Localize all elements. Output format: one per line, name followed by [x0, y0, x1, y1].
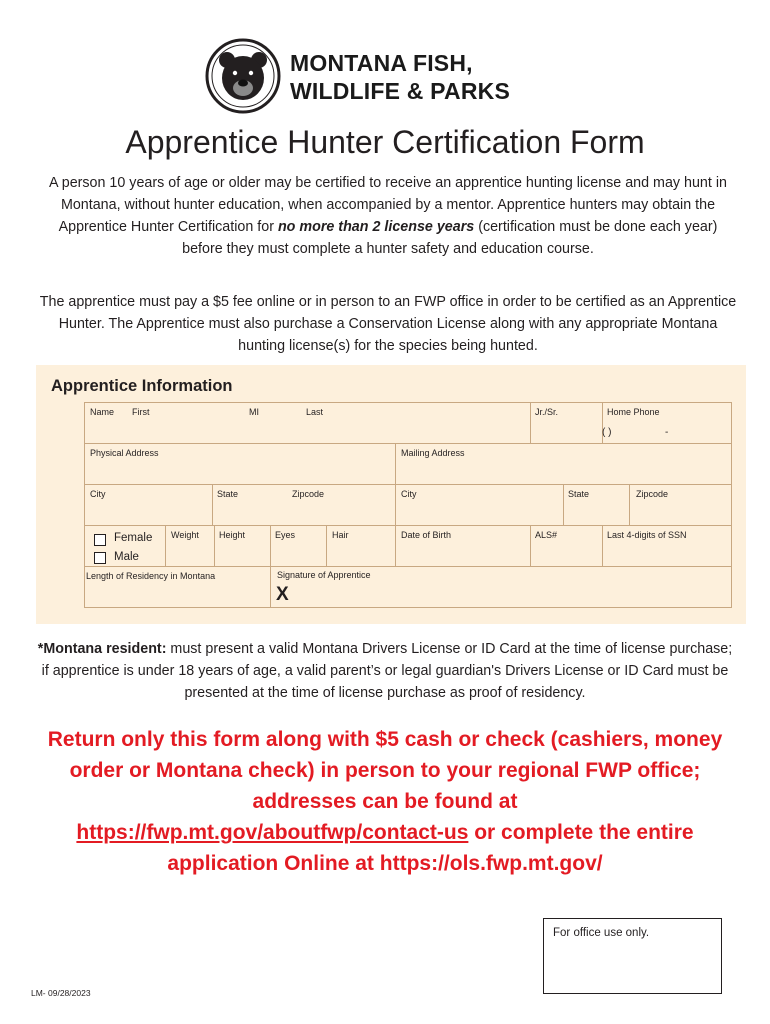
physical-state-label: State	[217, 489, 239, 499]
ssn-last4-label: Last 4-digits of SSN	[607, 530, 687, 540]
office-use-label: For office use only.	[553, 927, 650, 939]
male-label: Male	[114, 551, 139, 563]
intro-paragraph-2: The apprentice must pay a $5 fee online or in person to an FWP office in order to be certified as an Apprentice Hunter. The Apprentice must also purchase a Conservation License along with any appropriate Montana hunting license(s) for the species being hunted.	[39, 294, 737, 354]
phone-dash-mask: -	[665, 427, 669, 438]
intro-p1-emphasis: no more than 2 license years	[277, 219, 475, 235]
return-notice	[20, 724, 750, 879]
mailing-zipcode-label: Zipcode	[636, 489, 669, 499]
intro-p1-end: (certification must be done each year) before they must complete a hunter safety and education course.	[182, 219, 718, 257]
residency-note	[35, 638, 735, 704]
hair-label: Hair	[332, 530, 349, 540]
weight-label: Weight	[171, 530, 199, 540]
name-label: Name	[90, 407, 115, 417]
bear-head-logo-icon	[205, 38, 281, 114]
apprentice-info-grid	[84, 402, 732, 608]
intro-paragraph-1	[38, 172, 738, 260]
als-number-label: ALS#	[535, 530, 558, 540]
intro-p1-start: A person 10 years of age or older may be certified to receive an apprentice hunting license and may hunt in Montana, without hunter education, when accompanied by a mentor. Apprentice hunters may obtain the Apprentice Hunter Certification for	[49, 175, 727, 235]
home-phone-label: Home Phone	[607, 407, 660, 417]
section-title: Apprentice Information	[51, 377, 233, 395]
org-name-line1: MONTANA FISH,	[290, 50, 473, 76]
mailing-state-label: State	[568, 489, 590, 499]
physical-city-label: City	[90, 489, 106, 499]
male-checkbox[interactable]	[94, 552, 106, 564]
residency-note-text: must present a valid Montana Drivers License or ID Card at the time of license purchase; if apprentice is under 18 years of age, a valid parent’s or legal guardian's Drivers License or ID Card must be presented at the time of license purchase as proof of residency.	[41, 641, 733, 701]
phone-area-code-mask: ( )	[602, 427, 612, 438]
mailing-city-label: City	[401, 489, 417, 499]
page-title: Apprentice Hunter Certification Form	[125, 124, 645, 160]
organization-name	[290, 49, 510, 105]
office-use-box	[543, 918, 722, 994]
contact-us-link[interactable]: https://fwp.mt.gov/aboutfwp/contact-us	[76, 821, 469, 844]
eyes-label: Eyes	[275, 530, 296, 540]
return-notice-text: Return only this form along with $5 cash or check (cashiers, money order or Montana check) in person to your regional FWP office; addresses can be found at	[47, 728, 723, 813]
middle-initial-label: MI	[249, 407, 259, 417]
form-code: LM- 09/28/2023	[31, 988, 91, 998]
physical-zipcode-label: Zipcode	[292, 489, 325, 499]
signature-x-mark: X	[276, 584, 289, 605]
physical-address-label: Physical Address	[90, 448, 159, 458]
date-of-birth-label: Date of Birth	[401, 530, 452, 540]
suffix-label: Jr./Sr.	[535, 407, 559, 417]
height-label: Height	[219, 530, 246, 540]
residency-length-label: Length of Residency in Montana	[86, 571, 216, 581]
last-name-label: Last	[306, 407, 324, 417]
mailing-address-label: Mailing Address	[401, 448, 465, 458]
female-label: Female	[114, 532, 153, 544]
return-notice-online-text: or complete the entire application Online at https://ols.fwp.mt.gov/	[167, 821, 694, 875]
first-name-label: First	[132, 407, 150, 417]
residency-note-bold: *Montana resident:	[37, 641, 167, 657]
signature-label: Signature of Apprentice	[277, 570, 371, 580]
female-checkbox[interactable]	[94, 534, 106, 546]
org-name-line2: WILDLIFE & PARKS	[290, 78, 510, 104]
